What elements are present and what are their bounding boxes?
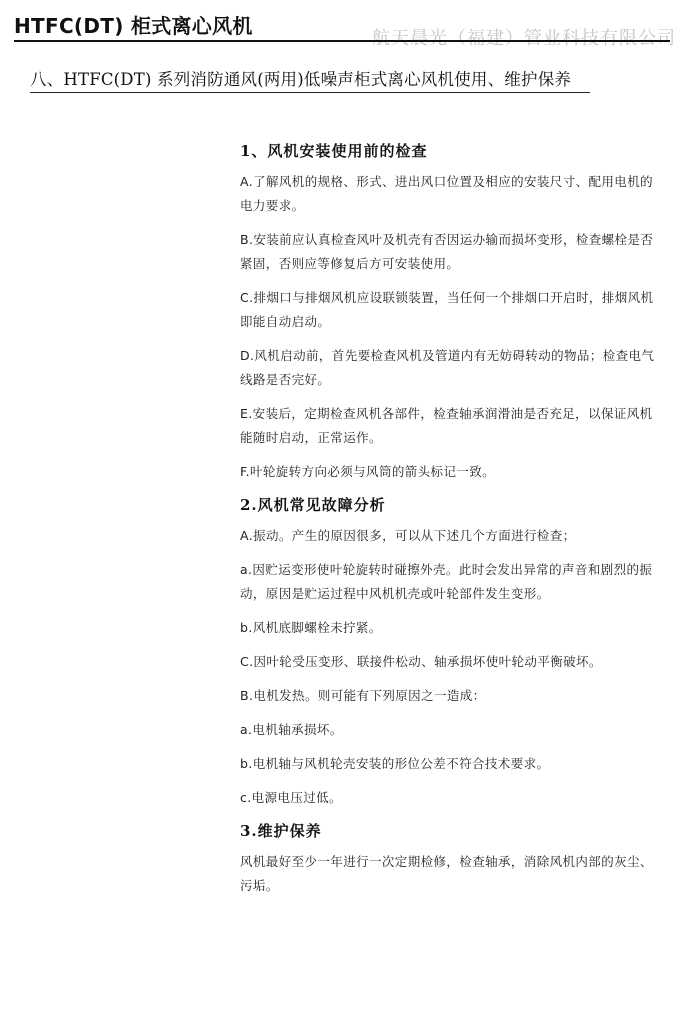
subheading-fault-analysis: 2.风机常见故障分析: [240, 496, 386, 514]
paragraph: C.排烟口与排烟风机应设联锁装置，当任何一个排烟口开启时，排烟风机即能自动启动。: [240, 290, 654, 329]
header-divider: [14, 40, 670, 42]
paragraph: a.电机轴承损坏。: [240, 722, 343, 737]
paragraph: D.风机启动前，首先要检查风机及管道内有无妨碍转动的物品；检查电气线路是否完好。: [240, 348, 655, 387]
subheading-installation-check: 1、风机安装使用前的检查: [240, 142, 428, 160]
paragraph: a.因贮运变形使叶轮旋转时碰擦外壳。此时会发出异常的声音和剧烈的振动，原因是贮运过程中风机机壳或叶轮部件发生变形。: [240, 562, 653, 601]
header-title: HTFC(DT) 柜式离心风机: [14, 14, 253, 38]
document-body: [240, 140, 660, 908]
paragraph: A.了解风机的规格、形式、进出风口位置及相应的安装尺寸、配用电机的电力要求。: [240, 174, 654, 213]
paragraph: b.风机底脚螺栓未拧紧。: [240, 620, 382, 635]
section-divider: [30, 92, 590, 93]
page-header: [0, 0, 682, 48]
paragraph: b.电机轴与风机轮壳安装的形位公差不符合技术要求。: [240, 756, 550, 771]
paragraph: 风机最好至少一年进行一次定期检修，检查轴承，消除风机内部的灰尘、污垢。: [240, 854, 653, 893]
paragraph: A.振动。产生的原因很多，可以从下述几个方面进行检查；: [240, 528, 576, 543]
paragraph: F.叶轮旋转方向必须与风筒的箭头标记一致。: [240, 464, 496, 479]
paragraph: c.电源电压过低。: [240, 790, 342, 805]
company-name-watermark: 航天晨光（福建）管业科技有限公司: [372, 28, 676, 49]
paragraph: C.因叶轮受压变形、联接件松动、轴承损坏使叶轮动平衡破坏。: [240, 654, 602, 669]
subheading-maintenance: 3.维护保养: [240, 822, 322, 840]
section-heading: 八、HTFC(DT) 系列消防通风(两用)低噪声柜式离心风机使用、维护保养: [30, 70, 572, 89]
paragraph: B.电机发热。则可能有下列原因之一造成：: [240, 688, 486, 703]
paragraph: B.安装前应认真检查风叶及机壳有否因运办输而损坏变形，检查螺栓是否紧固，否则应等修复后方可安装使用。: [240, 232, 654, 271]
paragraph: E.安装后，定期检查风机各部件，检查轴承润滑油是否充足，以保证风机能随时启动，正常运作。: [240, 406, 653, 445]
